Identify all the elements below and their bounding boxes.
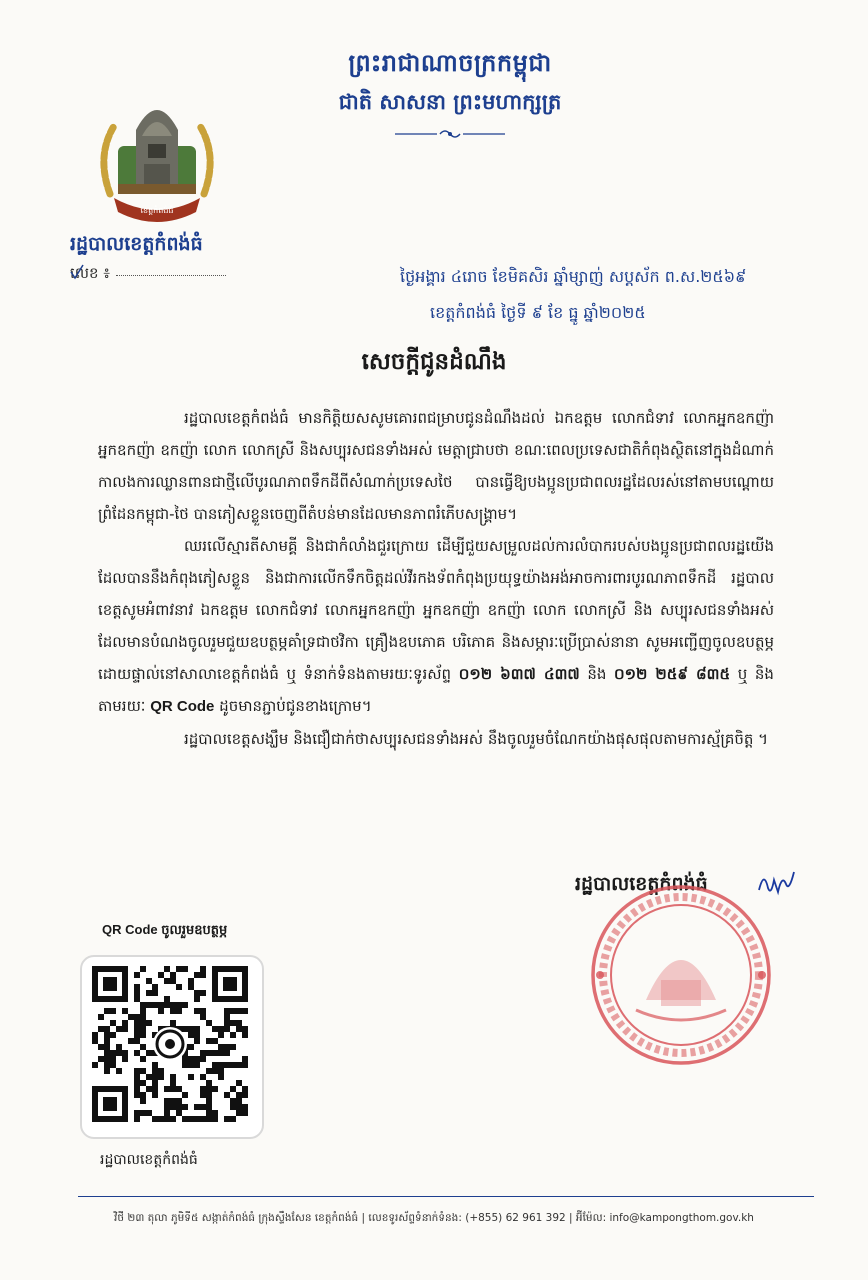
and-word: និង [587, 665, 607, 683]
reference-blank [116, 275, 226, 276]
signature-office: រដ្ឋបាលខេត្តកំពង់ធំ [575, 873, 708, 895]
notice-body [98, 402, 774, 755]
logo-caption: ខេត្តកំពង់ធំ [140, 206, 174, 215]
phone-number-2: ០១២ ២៥៩ ៨៣៥ [613, 665, 731, 683]
check-mark-icon [70, 264, 84, 280]
paragraph-1: រដ្ឋបាលខេត្តកំពង់ធំ មានកិត្តិយសសូមគោរពជម្រាបជូនដំណឹងដល់ ឯកឧត្តម លោកជំទាវ លោកអ្នកឧកញ៉ា អ្នកឧកញ៉ា ឧកញ៉ា លោក លោកស្រី និងសប្បុរសជនទាំងអស់ មេត្តាជ្រាបថា ខណៈពេលប្រទេសជាតិកំពុងស្ថិតនៅក្នុងដំណាក់កាលងការឈ្លានពានជាថ្មីលើបូរណភាពទឹកដីពីសំណាក់ប្រទេសថៃ បានធ្វើឱ្យបងប្អូនប្រជាពលរដ្ឋដែលរស់នៅតាមបណ្តោយព្រំដែនកម្ពុជា-ថៃ បានភៀសខ្លួនចេញពីតំបន់មានដែលមានភាពរំភើបសង្គ្រាម។ [98, 409, 774, 523]
ornament-divider-icon [395, 128, 505, 140]
kingdom-title: ព្រះរាជាណាចក្រកម្ពុជា [348, 49, 552, 77]
phone-number-1: ០១២ ៦៣៧ ៤៣៧ [458, 665, 580, 683]
qr-label: QR Code ចូលរួមឧបត្ថម្ភ [102, 922, 228, 937]
paragraph-2-text: ឈរលើស្មារតីសាមគ្គី និងជាកំលាំងជួរក្រោយ ដើម្បីជួយសម្រួលដល់ការលំបាករបស់បងប្អូនប្រជាពលរដ្ឋយើងដែលបាននឹងកំពុងភៀសខ្លួន និងជាការលើកទឹកចិត្តដល់វីរកងទ័ពកំពុងប្រយុទ្ធយ៉ាងអង់អាចការពារបូរណភាពទឹកដី រដ្ឋបាលខេត្តសូមអំពាវនាវ ឯកឧត្តម លោកជំទាវ លោកអ្នកឧកញ៉ា អ្នកឧកញ៉ា ឧកញ៉ា លោក លោកស្រី និង សប្បុរសជនទាំងអស់ដែលមានបំណងចូលរួមជួយឧបត្ថម្ភគាំទ្រជាថវិកា គ្រឿងឧបភោគ បរិភោគ និងសម្ភារៈប្រើប្រាស់នានា សូមអញ្ជើញចូលឧបត្ថម្ភដោយផ្ទាល់នៅសាលាខេត្តកំពង់ធំ ឬ ទំនាក់ទំនងតាមរយៈទូរស័ព្ទ [98, 537, 774, 683]
national-motto: ជាតិ សាសនា ព្រះមហាក្សត្រ [338, 90, 562, 114]
lunar-date: ថ្ងៃអង្គារ ៤រោច ខែមិគសិរ ឆ្នាំម្សាញ់ សប្តស័ក ព.ស.២៥៦៩ [400, 267, 747, 286]
qr-code-word: QR Code [150, 698, 215, 715]
qr-code-icon[interactable] [92, 966, 248, 1122]
issuing-office: រដ្ឋបាលខេត្តកំពង់ធំ [70, 233, 203, 255]
reference-label: លេខ ៖ [70, 264, 110, 282]
footer-contact: វិថី ២៣ តុលា ភូមិទី៥ សង្កាត់កំពង់ធំ ក្រុងស្ទឹងសែន ខេត្តកំពង់ធំ | លេខទូរស័ព្ទទំនាក់ទំនង: (+855) 62 961 392 | អ៊ីម៉ែល: info@kampongthom.gov.kh [114, 1212, 754, 1224]
paragraph-3: រដ្ឋបាលខេត្តសង្ឃឹម និងជឿជាក់ថាសប្បុរសជនទាំងអស់ នឹងចូលរួមចំណែកយ៉ាងផុសផុលតាមការស្ម័គ្រចិត្ត ។ [184, 730, 769, 748]
official-seal-icon [586, 880, 776, 1070]
province-emblem-icon [92, 86, 222, 226]
solar-date: ខេត្តកំពង់ធំ ថ្ងៃទី ៩ ខែ ធ្នូ ឆ្នាំ២០២៥ [430, 303, 646, 322]
paragraph-2-end: ដូចមានភ្ជាប់ជូនខាងក្រោម។ [219, 697, 372, 715]
footer-divider [78, 1196, 814, 1197]
qr-caption: រដ្ឋបាលខេត្តកំពង់ធំ [100, 1152, 198, 1168]
paragraph-2-or: ឬ និងតាមរយៈ [98, 665, 774, 715]
reference-number [70, 264, 226, 286]
paragraph-2 [98, 530, 774, 723]
kingdom-header [300, 48, 600, 140]
notice-title: សេចក្តីជូនដំណឹង [361, 349, 507, 375]
